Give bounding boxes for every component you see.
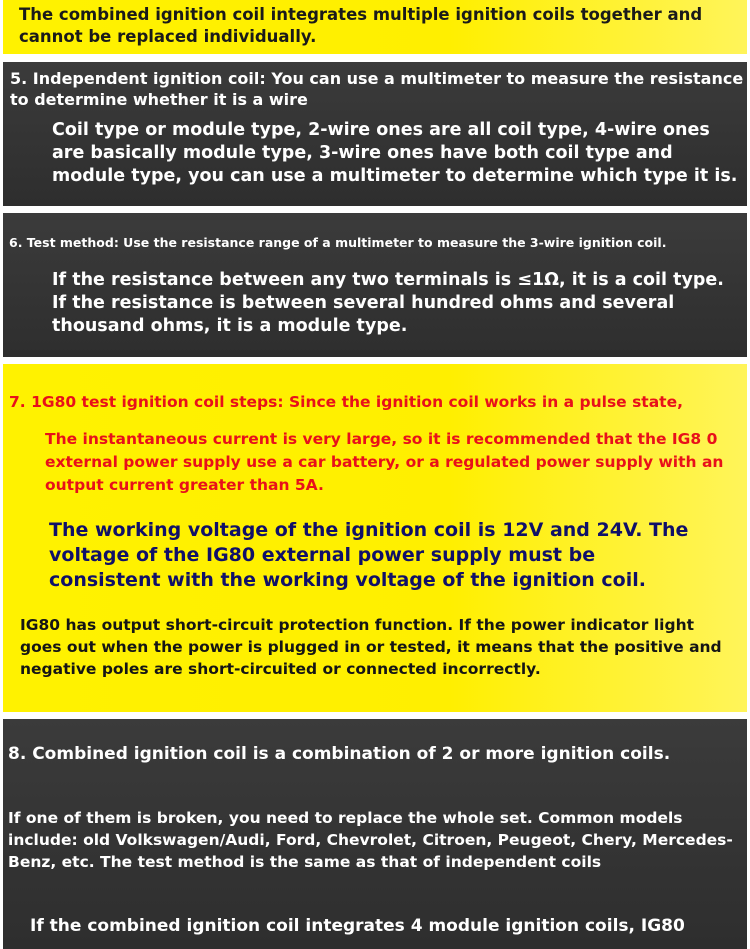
ig80-steps-panel (3, 364, 747, 712)
short-circuit-protection-text: IG80 has output short-circuit protection function. If the power indicator light goes out when the power is plugged in or tested, it means that the positive and negative poles are short-circuited or connected incorrectly. (20, 616, 722, 678)
combined-coil-intro-text: The combined ignition coil integrates multiple ignition coils together and cannot be replaced individually. (19, 5, 703, 46)
coil-type-explanation: Coil type or module type, 2-wire ones are all coil type, 4-wire ones are basically module type, 3-wire ones have both coil type and module type, you can use a multimeter to determine which type it is. (52, 120, 738, 186)
working-voltage-text: The working voltage of the ignition coil is 12V and 24V. The voltage of the IG80 external power supply must be consistent with the working voltage of the ignition coil. (49, 519, 689, 591)
ig80-steps-heading: 7. 1G80 test ignition coil steps: Since the ignition coil works in a pulse state, (9, 393, 683, 411)
independent-coil-panel (3, 62, 747, 206)
combined-coil-panel (3, 719, 747, 949)
independent-coil-heading: 5. Independent ignition coil: You can use a multimeter to measure the resistance to determine whether it is a wire (10, 69, 744, 109)
combined-coil-heading: 8. Combined ignition coil is a combination of 2 or more ignition coils. (8, 744, 671, 764)
combined-coil-footer-text: If the combined ignition coil integrates 4 module ignition coils, IG80 (30, 916, 685, 936)
test-method-panel (3, 213, 747, 357)
combined-coil-models-text: If one of them is broken, you need to replace the whole set. Common models include: old Volkswagen/Audi, Ford, Chevrolet, Citroen, Peugeot, Chery, Mercedes-Benz, etc. The test method is the same as that of independent coils (8, 809, 733, 871)
resistance-criteria-text: If the resistance between any two terminals is ≤1Ω, it is a coil type. If the resistance is between several hundred ohms and several thousand ohms, it is a module type. (52, 270, 724, 336)
test-method-heading: 6. Test method: Use the resistance range of a multimeter to measure the 3-wire ignition coil. (9, 235, 667, 250)
current-warning-text: The instantaneous current is very large, so it is recommended that the IG8 0 external power supply use a car battery, or a regulated power supply with an output current greater than 5A. (45, 430, 724, 494)
intro-panel (3, 0, 747, 54)
